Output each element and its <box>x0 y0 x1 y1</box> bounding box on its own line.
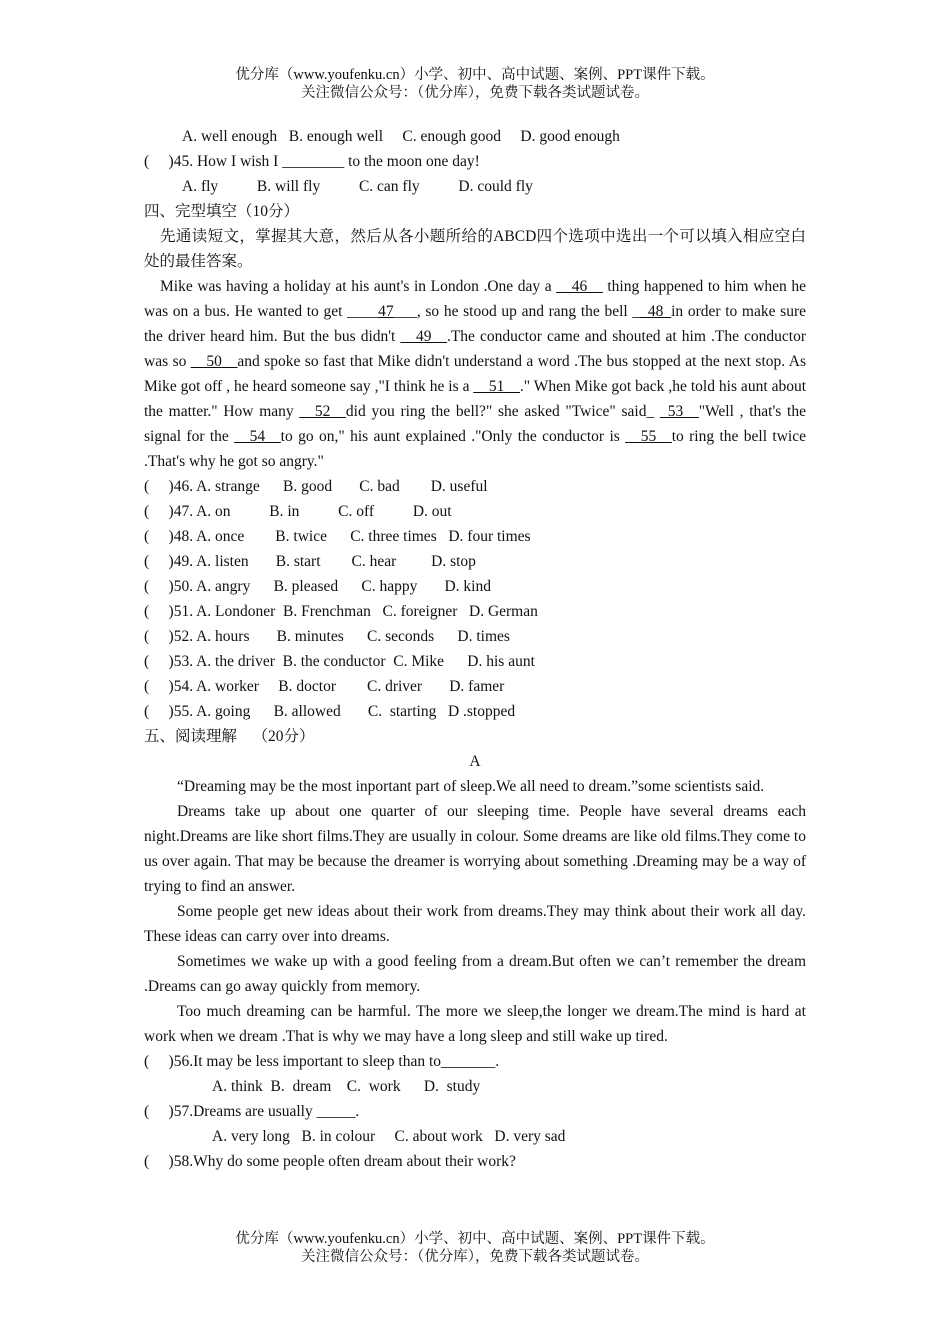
reading-paragraph: Some people get new ideas about their work from dreams.They may think about their work all day. These ideas can carry over into dreams. <box>144 903 806 945</box>
cloze-text: ___, so he stood up and rang the bell _ <box>393 303 641 320</box>
section-4-title: 四、完型填空（10分） <box>144 203 300 220</box>
cloze-text: and spoke so fast that Mike didn't understand a word .The bus stopped at the next stop. As Mike got off , he heard someone say ,"I think he is a <box>144 353 806 395</box>
cloze-text: "Well , that's the signal for the <box>144 403 806 445</box>
cloze-blank: __54__ <box>234 428 281 445</box>
reading-passage <box>144 774 806 1049</box>
cloze-text: to ring the bell twice .That's why he got so angry." <box>144 428 806 470</box>
cloze-question: ( )52. A. hours B. minutes C. seconds D. times <box>144 628 510 645</box>
header-line-1: 优分库（www.youfenku.cn）小学、初中、高中试题、案例、PPT课件下载。 <box>235 67 715 83</box>
page-header <box>0 66 950 102</box>
cloze-question: ( )53. A. the driver B. the conductor C. Mike D. his aunt <box>144 653 535 670</box>
cloze-question-list <box>144 474 806 724</box>
cloze-question: ( )55. A. going B. allowed C. starting D .stopped <box>144 703 516 720</box>
cloze-question: ( )48. A. once B. twice C. three times D. four times <box>144 528 531 545</box>
q45-stem: ( )45. How I wish I ________ to the moon one day! <box>144 153 480 170</box>
cloze-question: ( )50. A. angry B. pleased C. happy D. kind <box>144 578 491 595</box>
cloze-text: Mike was having a holiday at his aunt's in London .One day a <box>160 278 557 295</box>
reading-paragraph: “Dreaming may be the most inportant part of sleep.We all need to dream.”some scientists said. <box>177 778 765 795</box>
cloze-blank: _53__ <box>659 403 699 420</box>
page-content <box>144 124 806 1174</box>
header-line-2: 关注微信公众号：（优分库），免费下载各类试题试卷。 <box>301 85 649 101</box>
cloze-blank: __46__ <box>556 278 603 295</box>
cloze-blank: _48_ <box>640 303 672 320</box>
cloze-text: to go on," his aunt explained ."Only the conductor is <box>280 428 626 445</box>
cloze-blank: 47 <box>378 303 394 320</box>
section-5-title: 五、阅读理解 （20分） <box>144 728 315 745</box>
cloze-blank: __52__ <box>299 403 346 420</box>
passage-label: A <box>469 753 481 770</box>
cloze-blank: __50__ <box>190 353 238 370</box>
cloze-blank: __51__ <box>473 378 520 395</box>
cloze-blank: __49__ <box>400 328 447 345</box>
cloze-blank: __55__ <box>625 428 672 445</box>
q57-options: A. very long B. in colour C. about work D. very sad <box>212 1128 566 1145</box>
cloze-question: ( )49. A. listen B. start C. hear D. stop <box>144 553 476 570</box>
page-footer <box>0 1230 950 1266</box>
cloze-question: ( )51. A. Londoner B. Frenchman C. foreigner D. German <box>144 603 538 620</box>
q56-options: A. think B. dream C. work D. study <box>212 1078 481 1095</box>
cloze-passage <box>144 274 806 474</box>
section-4-instruction: 先通读短文，掌握其大意，然后从各小题所给的ABCD四个选项中选出一个可以填入相应空白处的最佳答案。 <box>144 228 806 270</box>
q44-options: A. well enough B. enough well C. enough good D. good enough <box>182 128 620 145</box>
cloze-text: ." When Mike got back ,he told his aunt about the matter." How many <box>144 378 807 420</box>
reading-paragraph: Too much dreaming can be harmful. The more we sleep,the longer we dream.The mind is hard at work when we dream .That is why we may have a long sleep and still wake up tired. <box>144 1003 806 1045</box>
cloze-text: in order to make sure the driver heard him. But the bus didn't <box>144 303 806 345</box>
q58-stem: ( )58.Why do some people often dream about their work? <box>144 1153 516 1170</box>
footer-line-2: 关注微信公众号：（优分库），免费下载各类试题试卷。 <box>301 1249 649 1265</box>
q45-options: A. fly B. will fly C. can fly D. could fly <box>182 178 533 195</box>
footer-line-1: 优分库（www.youfenku.cn）小学、初中、高中试题、案例、PPT课件下载。 <box>235 1231 715 1247</box>
cloze-text: did you ring the bell?" she asked "Twice" said_ <box>345 403 660 420</box>
cloze-text: thing happened to him when he was on a bus. He wanted to get ____ <box>144 278 806 320</box>
q57-stem: ( )57.Dreams are usually _____. <box>144 1103 360 1120</box>
cloze-question: ( )54. A. worker B. doctor C. driver D. famer <box>144 678 505 695</box>
cloze-question: ( )47. A. on B. in C. off D. out <box>144 503 452 520</box>
cloze-text: .The conductor came and shouted at him .The conductor was so <box>144 328 806 370</box>
cloze-question: ( )46. A. strange B. good C. bad D. useful <box>144 478 488 495</box>
q56-stem: ( )56.It may be less important to sleep than to_______. <box>144 1053 500 1070</box>
reading-paragraph: Dreams take up about one quarter of our sleeping time. People have several dreams each night.Dreams are like short films.They are usually in colour. Some dreams are like old films.They come to us over again. That may be because the dreamer is worrying about something .Dreaming may be a way of trying to find an answer. <box>144 803 806 895</box>
reading-paragraph: Sometimes we wake up with a good feeling from a dream.But often we can’t remember the dream .Dreams can go away quickly from memory. <box>144 953 806 995</box>
